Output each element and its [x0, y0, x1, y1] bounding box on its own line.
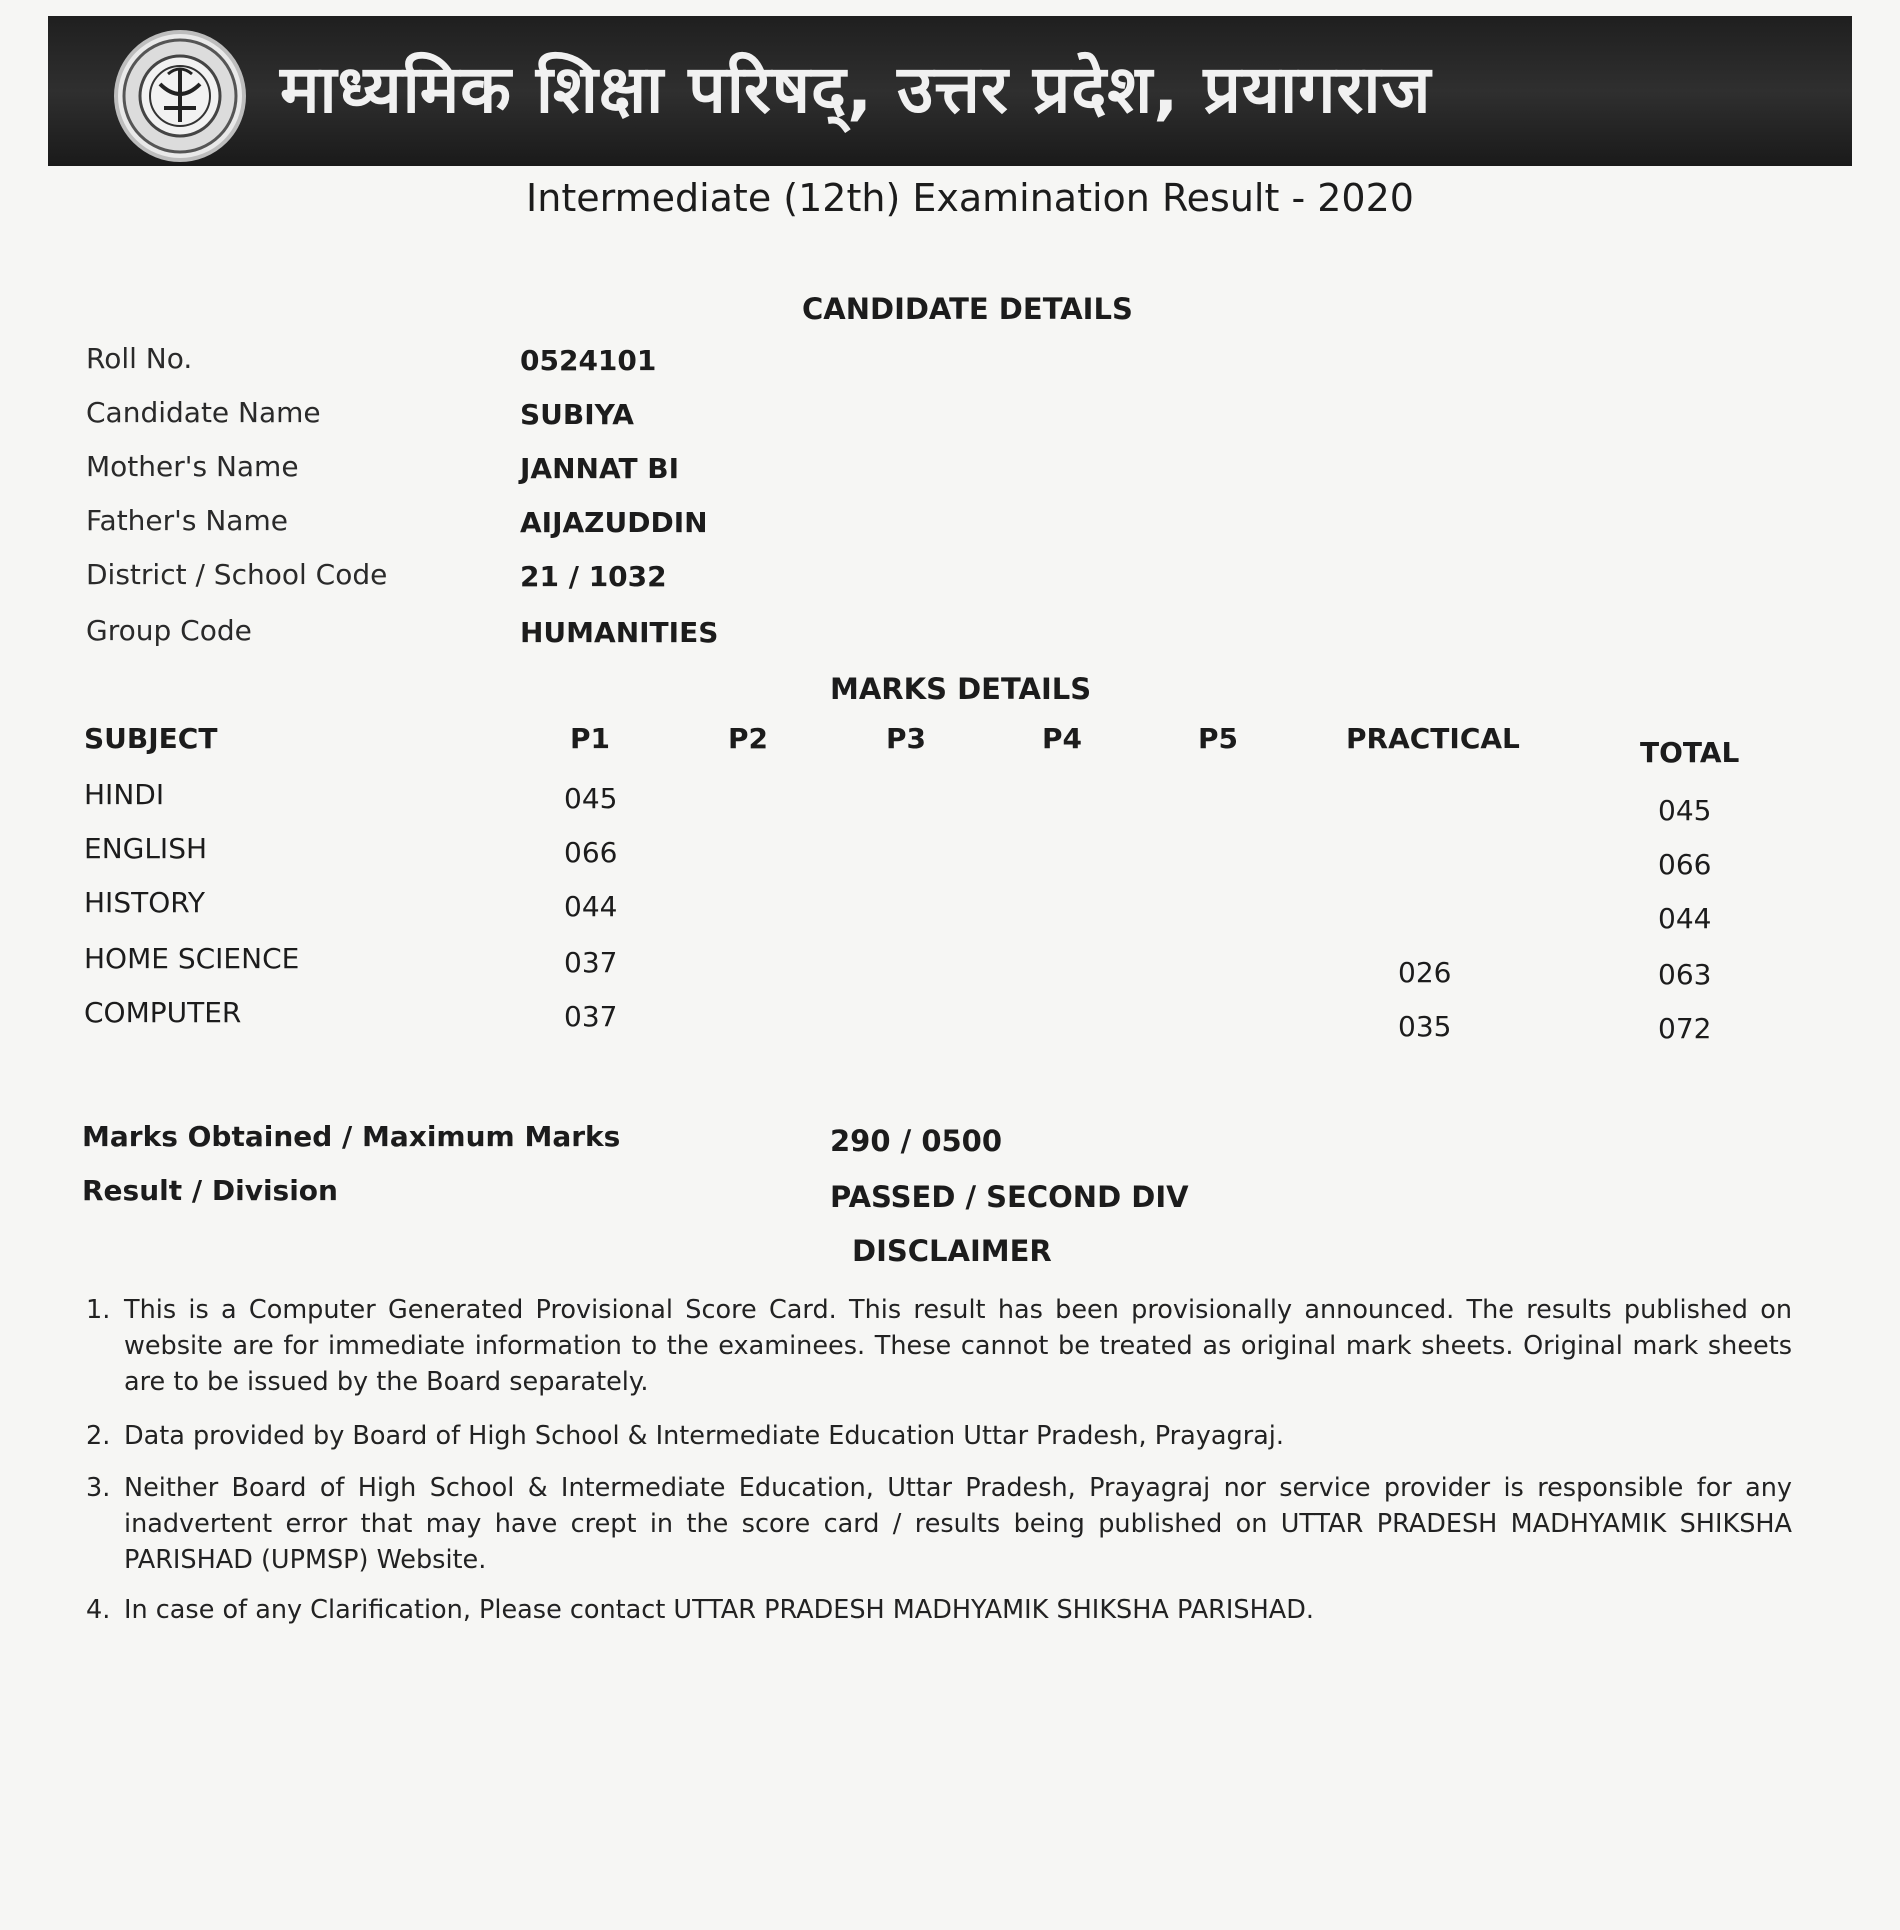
col-header-p4: P4: [1042, 722, 1083, 755]
col-header-p1: P1: [570, 722, 611, 755]
disclaimer-item-number: 4.: [86, 1595, 111, 1625]
school-code-label: District / School Code: [86, 558, 388, 591]
board-emblem-icon: [114, 30, 246, 162]
col-header-p3: P3: [886, 722, 927, 755]
table-row-subject: ENGLISH: [84, 832, 208, 865]
table-row-p1: 045: [564, 782, 618, 815]
table-row-total: 066: [1658, 848, 1712, 881]
marks-obtained-label: Marks Obtained / Maximum Marks: [82, 1120, 621, 1153]
table-row-total: 063: [1658, 958, 1712, 991]
disclaimer-item-number: 3.: [86, 1473, 111, 1503]
exam-title: Intermediate (12th) Examination Result - 2020: [526, 176, 1414, 220]
roll-no-value: 0524101: [520, 344, 657, 377]
disclaimer-item-text: Data provided by Board of High School & Intermediate Education Uttar Pradesh, Prayagraj.: [124, 1421, 1285, 1451]
table-row-subject: HOME SCIENCE: [84, 942, 300, 975]
disclaimer-item-number: 1.: [86, 1295, 111, 1325]
group-code-label: Group Code: [86, 614, 252, 647]
col-header-p5: P5: [1198, 722, 1239, 755]
candidate-details-heading: CANDIDATE DETAILS: [802, 292, 1133, 326]
disclaimer-item-number: 2.: [86, 1421, 111, 1451]
roll-no-label: Roll No.: [86, 342, 193, 375]
header-banner: [48, 16, 1852, 166]
col-header-total: TOTAL: [1640, 736, 1740, 769]
disclaimer-item-text: In case of any Clarification, Please contact UTTAR PRADESH MADHYAMIK SHIKSHA PARISHAD.: [124, 1595, 1314, 1625]
disclaimer-item-text: This is a Computer Generated Provisional Score Card. This result has been provisionally announced. The results published on website are for immediate information to the examinees. These cannot be treated as original mark sheets. Original mark sheets are to be issued by the Board separately.: [124, 1295, 1792, 1397]
org-title: माध्यमिक शिक्षा परिषद्, उत्तर प्रदेश, प्रयागराज: [280, 51, 1432, 128]
table-row-p1: 044: [564, 890, 618, 923]
table-row-total: 072: [1658, 1012, 1712, 1045]
mother-name-label: Mother's Name: [86, 450, 299, 483]
table-row-p1: 037: [564, 1000, 618, 1033]
marks-obtained-value: 290 / 0500: [830, 1124, 1003, 1158]
disclaimer-item: [86, 1592, 1792, 1628]
result-division-label: Result / Division: [82, 1174, 338, 1207]
father-name-label: Father's Name: [86, 504, 288, 537]
col-header-subject: SUBJECT: [84, 722, 218, 755]
disclaimer-item: [86, 1418, 1792, 1454]
result-division-value: PASSED / SECOND DIV: [830, 1180, 1189, 1214]
disclaimer-heading: DISCLAIMER: [852, 1234, 1052, 1268]
col-header-p2: P2: [728, 722, 769, 755]
col-header-practical: PRACTICAL: [1346, 722, 1520, 755]
marks-details-heading: MARKS DETAILS: [830, 672, 1092, 706]
disclaimer-item: [86, 1292, 1792, 1400]
table-row-p1: 037: [564, 946, 618, 979]
table-row-subject: HISTORY: [84, 886, 205, 919]
disclaimer-item-text: Neither Board of High School & Intermediate Education, Uttar Pradesh, Prayagraj nor service provider is responsible for any inadvertent error that may have crept in the score card / results being published on UTTAR PRADESH MADHYAMIK SHIKSHA PARISHAD (UPMSP) Website.: [124, 1473, 1792, 1575]
candidate-name-label: Candidate Name: [86, 396, 321, 429]
table-row-subject: HINDI: [84, 778, 165, 811]
table-row-total: 045: [1658, 794, 1712, 827]
disclaimer-item: [86, 1470, 1792, 1578]
school-code-value: 21 / 1032: [520, 560, 667, 593]
father-name-value: AIJAZUDDIN: [520, 506, 708, 539]
mother-name-value: JANNAT BI: [520, 452, 680, 485]
candidate-name-value: SUBIYA: [520, 398, 634, 431]
table-row-p1: 066: [564, 836, 618, 869]
table-row-practical: 026: [1398, 956, 1452, 989]
group-code-value: HUMANITIES: [520, 616, 719, 649]
table-row-practical: 035: [1398, 1010, 1452, 1043]
table-row-total: 044: [1658, 902, 1712, 935]
table-row-subject: COMPUTER: [84, 996, 242, 1029]
